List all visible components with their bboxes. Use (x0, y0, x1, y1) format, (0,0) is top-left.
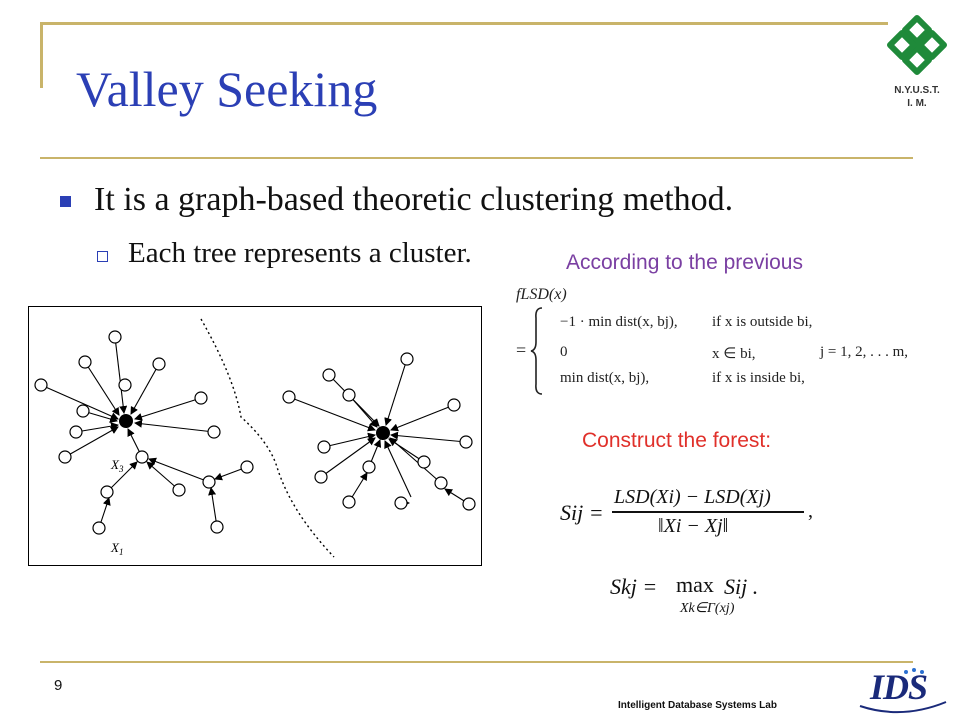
frame-left-rule (40, 22, 43, 88)
school-logo-icon (884, 12, 950, 78)
lsd-function-label: fLSD(x) (516, 286, 567, 303)
bullet-sub: Each tree represents a cluster. (128, 237, 472, 269)
lsd-case-member-expr: 0 (560, 344, 568, 360)
note-construct-forest: Construct the forest: (582, 429, 772, 452)
title-underline-rule (40, 157, 913, 159)
lsd-case-outside-expr: −1 · min dist(x, bj), (560, 314, 678, 330)
frame-top-rule (40, 22, 888, 25)
forest-diagram (28, 306, 482, 566)
lsd-index-range: j = 1, 2, . . . m, (820, 344, 909, 360)
label-x1: $X_1$ (111, 540, 124, 557)
sij-comma: , (808, 500, 813, 522)
school-line2: I. M. (907, 98, 927, 109)
bullet-main: It is a graph-based theoretic clustering method. (94, 181, 734, 218)
lsd-condition-outside: if x is outside bi, (712, 314, 813, 330)
skj-max: max (676, 572, 714, 597)
skj-lhs: Skj = (610, 574, 658, 599)
bullet-square-icon (60, 196, 71, 207)
label-x3: $X_3$ (111, 457, 124, 474)
lsd-case-inside-expr: min dist(x, bj), (560, 370, 650, 386)
lsd-condition-inside: if x is inside bi, (712, 370, 805, 386)
slide-title: Valley Seeking (76, 61, 378, 117)
school-name (876, 84, 958, 110)
forest-diagram-svg (29, 307, 481, 565)
footer-rule (40, 661, 913, 663)
left-cluster-root (119, 414, 133, 428)
right-cluster-root (376, 426, 390, 440)
sub-bullet-square-icon (97, 251, 108, 262)
lab-logo-text: IDS (870, 667, 928, 707)
page-number: 9 (54, 677, 63, 694)
left-brace-icon (530, 306, 544, 396)
skj-max-subscript: Xk∈Γ(xj) (680, 601, 735, 616)
sij-numerator: LSD(Xi) − LSD(Xj) (614, 486, 771, 508)
sij-denominator: ‖Xi − Xj‖ (658, 515, 729, 537)
lsd-equals-sign: = (516, 340, 527, 360)
note-according-previous: According to the previous (566, 251, 803, 274)
footer-lab-name: Intelligent Database Systems Lab (618, 700, 777, 711)
valley-boundary-line (201, 319, 334, 557)
sij-lhs: Sij = (560, 500, 604, 525)
school-line1: N.Y.U.S.T. (894, 85, 940, 96)
lsd-condition-member: x ∈ bi, (712, 346, 756, 362)
skj-rhs: Sij . (724, 574, 759, 599)
sij-fraction-bar (612, 511, 804, 513)
